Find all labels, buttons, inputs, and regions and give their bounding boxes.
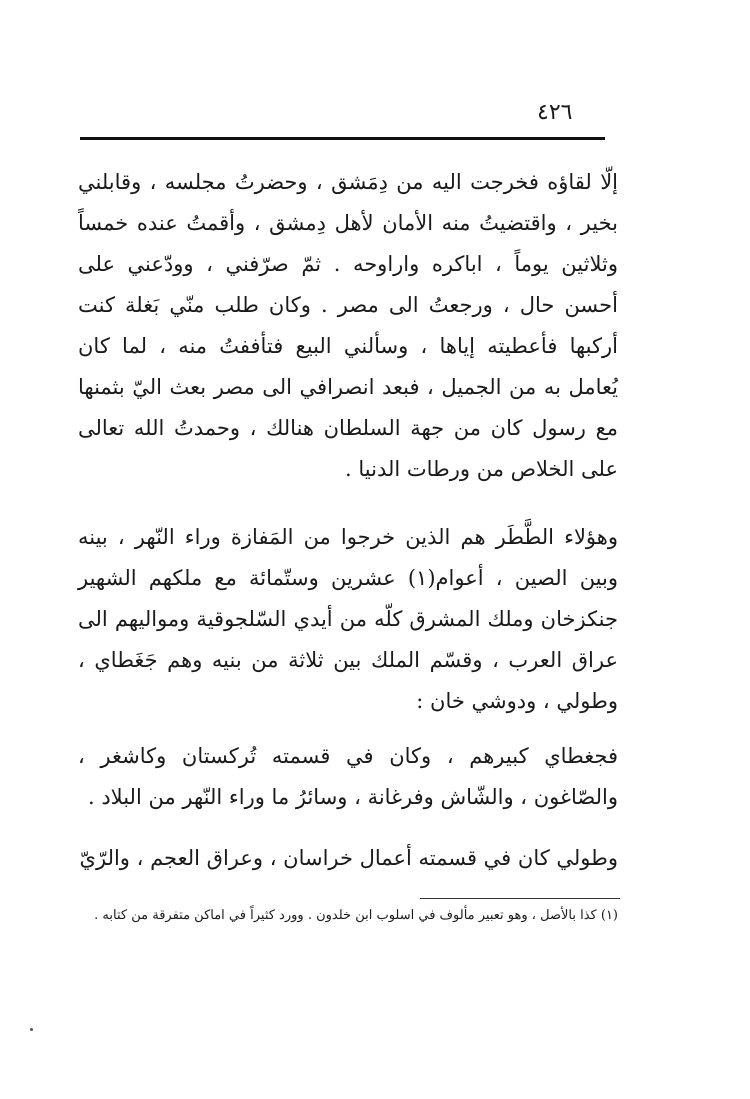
paragraph-3: فجغطاي كبيرهم ، وكان في قسمته تُركستان وكاشغر ، والصّاغون ، والشّاش وفرغانة ، وسائرُ ما وراء النّهر من البلاد .	[78, 744, 618, 809]
footnote-rule	[420, 898, 620, 899]
header-rule	[80, 137, 605, 140]
page-number: ٤٢٦	[537, 100, 573, 125]
paragraph-1: إلّا لقاؤه فخرجت اليه من دِمَشق ، وحضرتُ مجلسه ، وقابلني بخير ، واقتضيتُ منه الأمان لأهل دِمشق ، وأقمتُ عنده خمساً وثلاثين يوماً ، اباكره واراوحه . ثمّ صرّفني ، وودّعني على أحسن حال ، ورجعتُ الى مصر . وكان طلب منّي بَغلة كنت أركبها فأعطيته إياها ، وسألني البيع فتأففتُ منه ، لما كان يُعامل به من الجميل ، فبعد انصرافي الى مصر بعث اليّ بثمنها مع رسول كان من جهة السلطان هنالك ، وحمدتُ الله تعالى على الخلاص من ورطات الدنيا .	[78, 170, 618, 481]
scan-speck	[30, 1028, 33, 1031]
paragraph-2: وهؤلاء الطَّطَر هم الذين خرجوا من المَفازة وراء النّهر ، بينه وبين الصين ، أعوام(١) عشرين وستّمائة مع ملكهم الشهير جنكزخان وملك المشرق كلّه من أيدي السّلجوقية ومواليهم الى عراق العرب ، وقسّم الملك بين ثلاثة من بنيه وهم جَغَطاي ، وطولي ، ودوشي خان :	[78, 525, 618, 713]
footnote: (١) كذا بالأصل ، وهو تعبير مألوف في اسلوب ابن خلدون . وورد كثيراً في اماكن متفرقة من كتابه .	[94, 908, 618, 923]
paragraph-4: وطولي كان في قسمته أعمال خراسان ، وعراق العجم ، والرّيّ	[79, 846, 618, 870]
